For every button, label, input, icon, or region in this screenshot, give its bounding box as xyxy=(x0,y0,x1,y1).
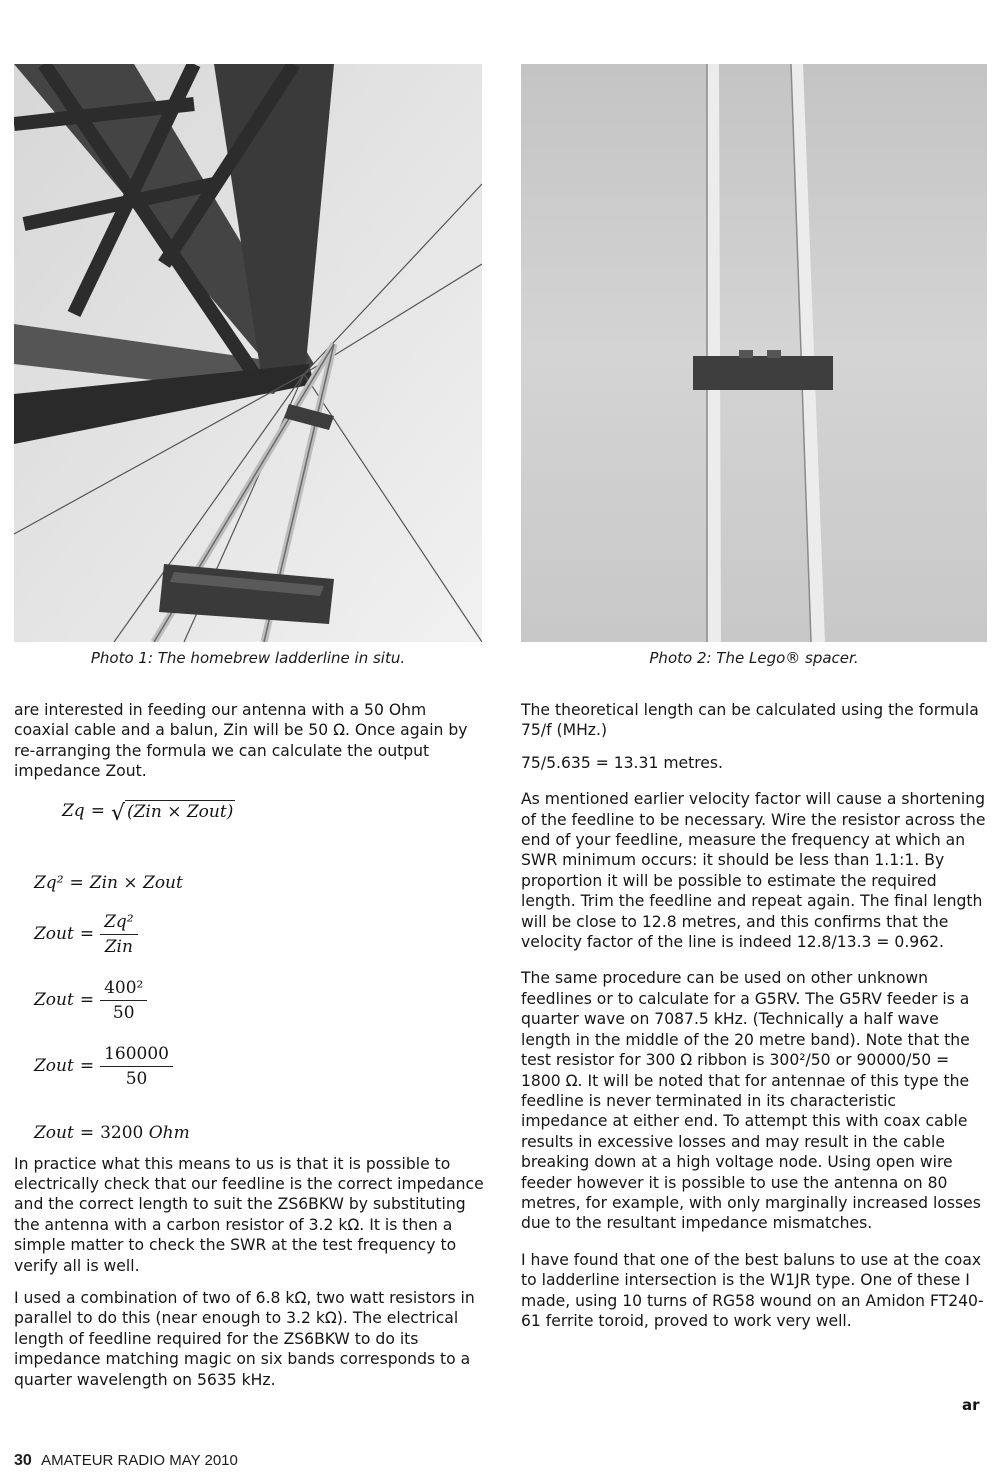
eq3-fraction xyxy=(100,912,138,958)
eq1-lhs: Zq xyxy=(62,801,85,822)
photo1-caption: Photo 1: The homebrew ladderline in situ. xyxy=(90,649,406,667)
photo-lego-spacer xyxy=(521,64,987,642)
equation-zq: Zq = √ (Zin × Zout) xyxy=(62,800,234,826)
practice-paragraph: In practice what this means to us is that it is possible to electrically check that our feedline is the correct impedance and the correct length to suit the ZS6BKW by substituting the antenna with a carbon resistor of 3.2 kΩ. It is then a simple matter to check the SWR at the test frequency to verify all is well. xyxy=(14,1154,484,1275)
article-end-mark: ar xyxy=(962,1396,980,1414)
eq2-lhs: Zq² xyxy=(34,873,64,894)
eq3-numerator: Zq² xyxy=(100,912,138,935)
equation-zout-160000: Zout = $\frac{160000}{50}$ xyxy=(34,1038,484,1096)
eq6-value: 3200 xyxy=(100,1123,144,1144)
equation-zout-result: Zout = 3200 Ohm xyxy=(34,1123,190,1144)
eq3-lhs: Zout xyxy=(34,924,74,945)
publication-line: AMATEUR RADIO MAY 2010 xyxy=(41,1452,238,1469)
eq6-lhs: Zout xyxy=(34,1123,74,1144)
calculation-line: 75/5.635 = 13.31 metres. xyxy=(521,753,723,772)
eq1-sqrt-body: (Zin × Zout) xyxy=(126,802,234,823)
equation-zq-squared: Zq² = Zin × Zout xyxy=(34,873,183,894)
baluns-paragraph: I have found that one of the best baluns to use at the coax to ladderline intersection is the W1JR type. One of these I made, using 10 turns of RG58 wound on an Amidon FT240-61 ferrite toroid, proved to work very well. xyxy=(521,1250,984,1330)
eq5-fraction xyxy=(100,1044,173,1090)
g5rv-paragraph: The same procedure can be used on other unknown feedlines or to calculate for a G5RV. The G5RV feeder is a quarter wave on 7087.5 kHz. (Technically a half wave length in the middle of the 20 metre band). Note that the test resistor for 300 Ω ribbon is 300²/50 or 90000/50 = 1800 Ω. It will be noted that for antennae of this type the feedline is never terminated in its characteristic impedance at either end. To attempt this with coax cable results in excessive losses and may result in the cable breaking down at a high voltage node. Using open wire feeder however it is possible to use the antenna on 80 metres, for example, with only marginally increased losses due to the resultant impedance mismatches. xyxy=(521,969,981,1233)
intro-paragraph: are interested in feeding our antenna with a 50 Ohm coaxial cable and a balun, Zin will be 50 Ω. Once again by re-arranging the formula we can calculate the output impedance Zout. xyxy=(14,701,468,781)
eq5-denominator: 50 xyxy=(125,1069,148,1090)
left-column xyxy=(14,700,484,1402)
eq3-denominator: Zin xyxy=(104,937,133,958)
page-footer xyxy=(14,1452,238,1470)
photo-ladderline-in-situ xyxy=(14,64,482,642)
right-column xyxy=(521,700,987,1343)
sqrt-expression: √ (Zin × Zout) xyxy=(110,800,234,826)
theoretical-paragraph: The theoretical length can be calculated using the formula 75/f (MHz.) xyxy=(521,701,979,740)
equation-zout-400: Zout = $\frac{\text{400²}}{50}$ xyxy=(34,972,484,1030)
eq4-numerator: 400² xyxy=(100,978,147,1001)
eq5-numerator: 160000 xyxy=(100,1044,173,1067)
eq4-denominator: 50 xyxy=(112,1003,135,1024)
eq5-lhs: Zout xyxy=(34,1056,74,1077)
page-number: 30 xyxy=(14,1452,32,1469)
eq6-unit: Ohm xyxy=(148,1123,190,1144)
eq4-fraction xyxy=(100,978,147,1024)
eq4-lhs: Zout xyxy=(34,990,74,1011)
equation-zout-symbolic: Zout = $\frac{\text{Zq²}}{\text{Zin}}$ xyxy=(34,906,484,964)
resistors-paragraph: I used a combination of two of 6.8 kΩ, two watt resistors in parallel to do this (near enough to 3.2 kΩ). The electrical length of feedline required for the ZS6BKW to do its impedance matching magic on six bands corresponds to a quarter wavelength on 5635 kHz. xyxy=(14,1289,475,1389)
photo2-caption: Photo 2: The Lego® spacer. xyxy=(649,649,859,667)
eq2-rhs: Zin × Zout xyxy=(89,873,183,894)
velocity-paragraph: As mentioned earlier velocity factor will cause a shortening of the feedline to be necessary. Wire the resistor across the end of your feedline, measure the frequency at which an SWR minimum occurs: it should be less than 1.1:1. By proportion it will be possible to estimate the required length. Trim the feedline and repeat again. The final length will be close to 12.8 metres, and this confirms that the velocity factor of the line is indeed 12.8/13.3 = 0.962. xyxy=(521,790,986,952)
